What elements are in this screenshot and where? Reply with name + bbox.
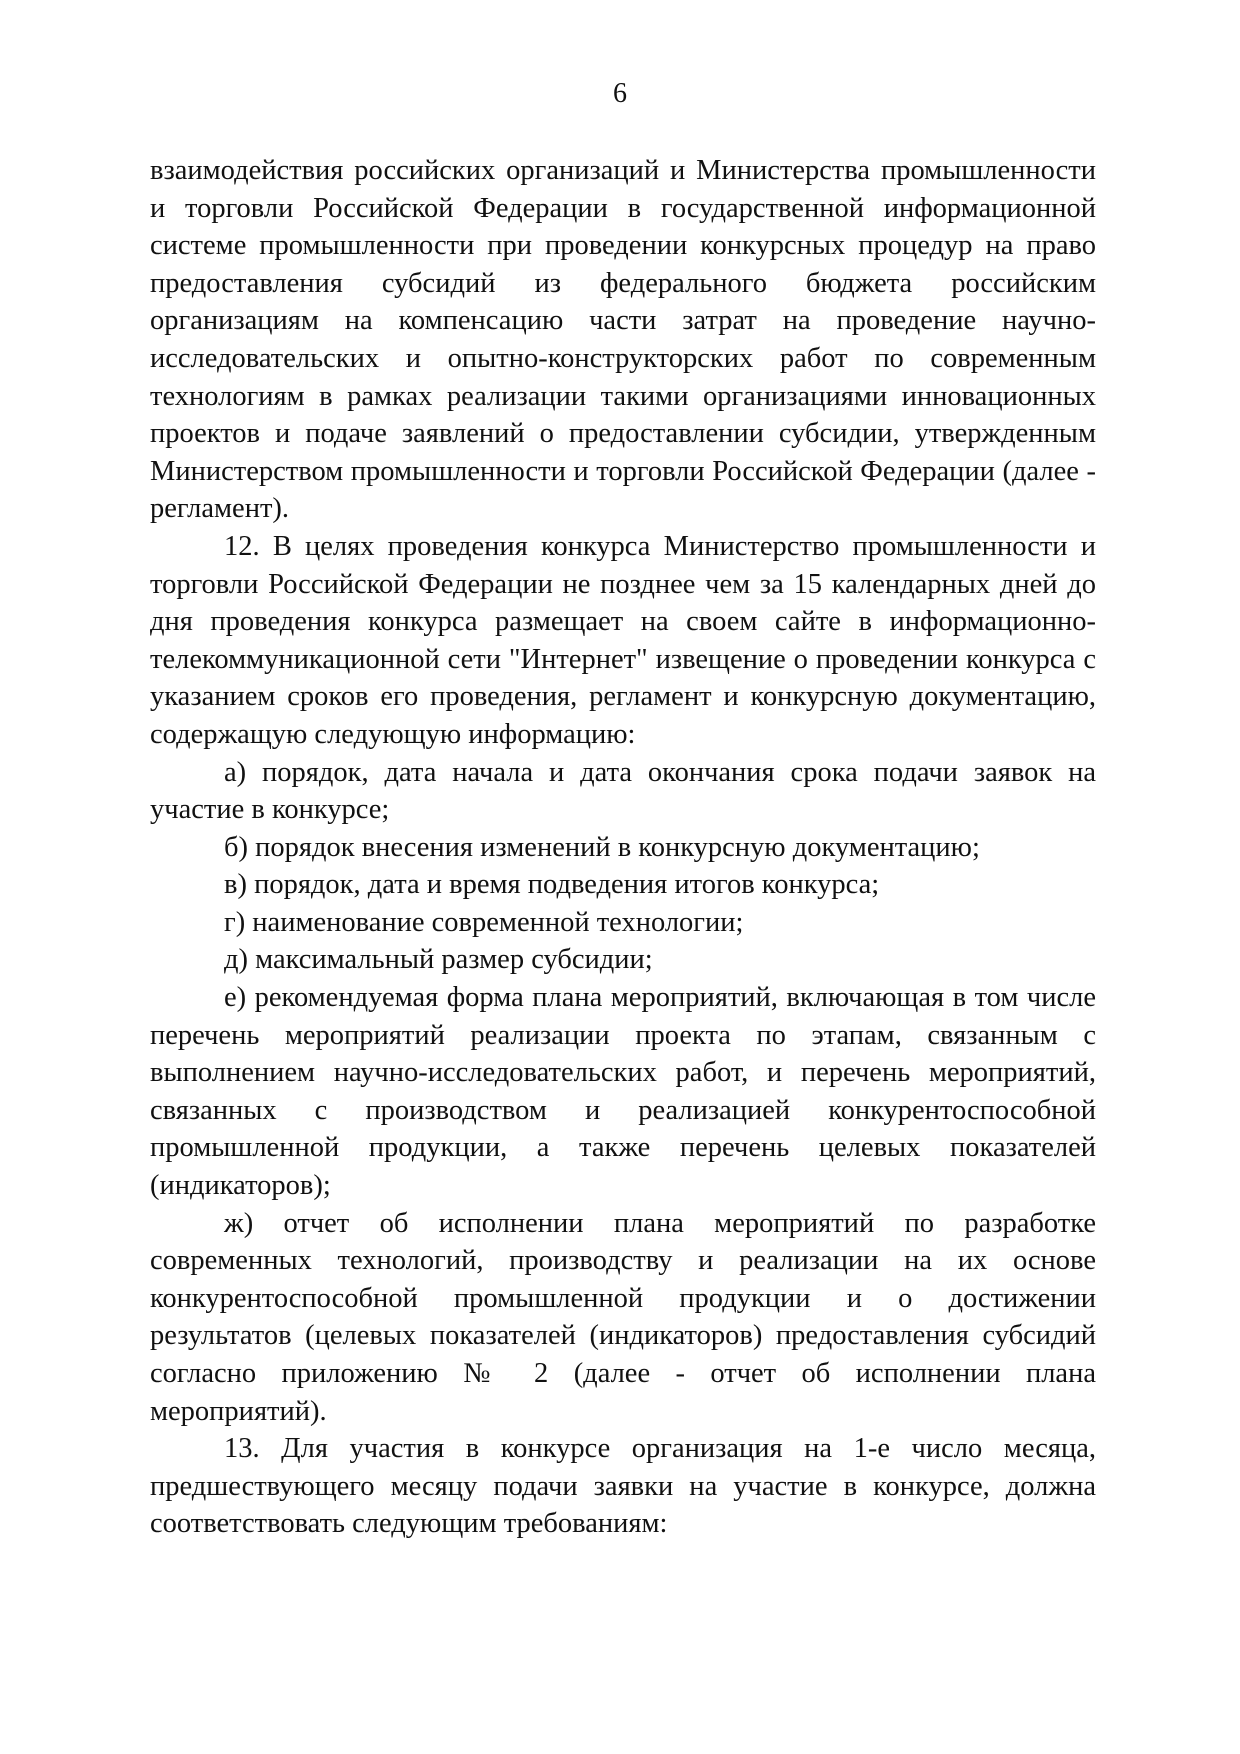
paragraph-item-12: 12. В целях проведения конкурса Министерство промышленности и торговли Российской Федерации не позднее чем за 15 календарных дней до дня проведения конкурса размещает на своем сайте в информационно-телекоммуникационной сети "Интернет" извещение о проведении конкурса с указанием сроков его проведения, регламент и конкурсную документацию, содержащую следующую информацию: [150,530,1096,750]
list-item-v: в) порядок, дата и время подведения итогов конкурса; [224,869,880,901]
list-item-a: а) порядок, дата начала и дата окончания срока подачи заявок на участие в конкурсе; [150,756,1096,826]
list-item-g: г) наименование современной технологии; [224,906,744,938]
paragraph-item-13: 13. Для участия в конкурсе организация на 1-е число месяца, предшествующего месяцу подачи заявки на участие в конкурсе, должна соответствовать следующим требованиям: [150,1433,1096,1540]
list-item-d: д) максимальный размер субсидии; [224,944,653,976]
list-item-e: е) рекомендуемая форма плана мероприятий, включающая в том числе перечень мероприятий реализации проекта по этапам, связанным с выполнением научно-исследовательских работ, и перечень мероприятий, связанных с производством и реализацией конкурентоспособной промышленной продукции, а также перечень целевых показателей (индикаторов); [150,982,1096,1202]
document-body [150,152,1096,1543]
paragraph-continuation: взаимодействия российских организаций и Министерства промышленности и торговли Российской Федерации в государственной информационной системе промышленности при проведении конкурсных процедур на право предоставления субсидий из федерального бюджета российским организациям на компенсацию части затрат на проведение научно-исследовательских и опытно-конструкторских работ по современным технологиям в рамках реализации такими организациями инновационных проектов и подаче заявлений о предоставлении субсидии, утвержденным Министерством промышленности и торговли Российской Федерации (далее - регламент). [150,155,1096,525]
list-item-zh: ж) отчет об исполнении плана мероприятий по разработке современных технологий, производству и реализации на их основе конкурентоспособной промышленной продукции и о достижении результатов (целевых показателей (индикаторов) предоставления субсидий согласно приложению № 2 (далее - отчет об исполнении плана мероприятий). [150,1207,1096,1427]
list-item-b: б) порядок внесения изменений в конкурсную документацию; [224,831,980,863]
page-number: 6 [613,78,627,109]
